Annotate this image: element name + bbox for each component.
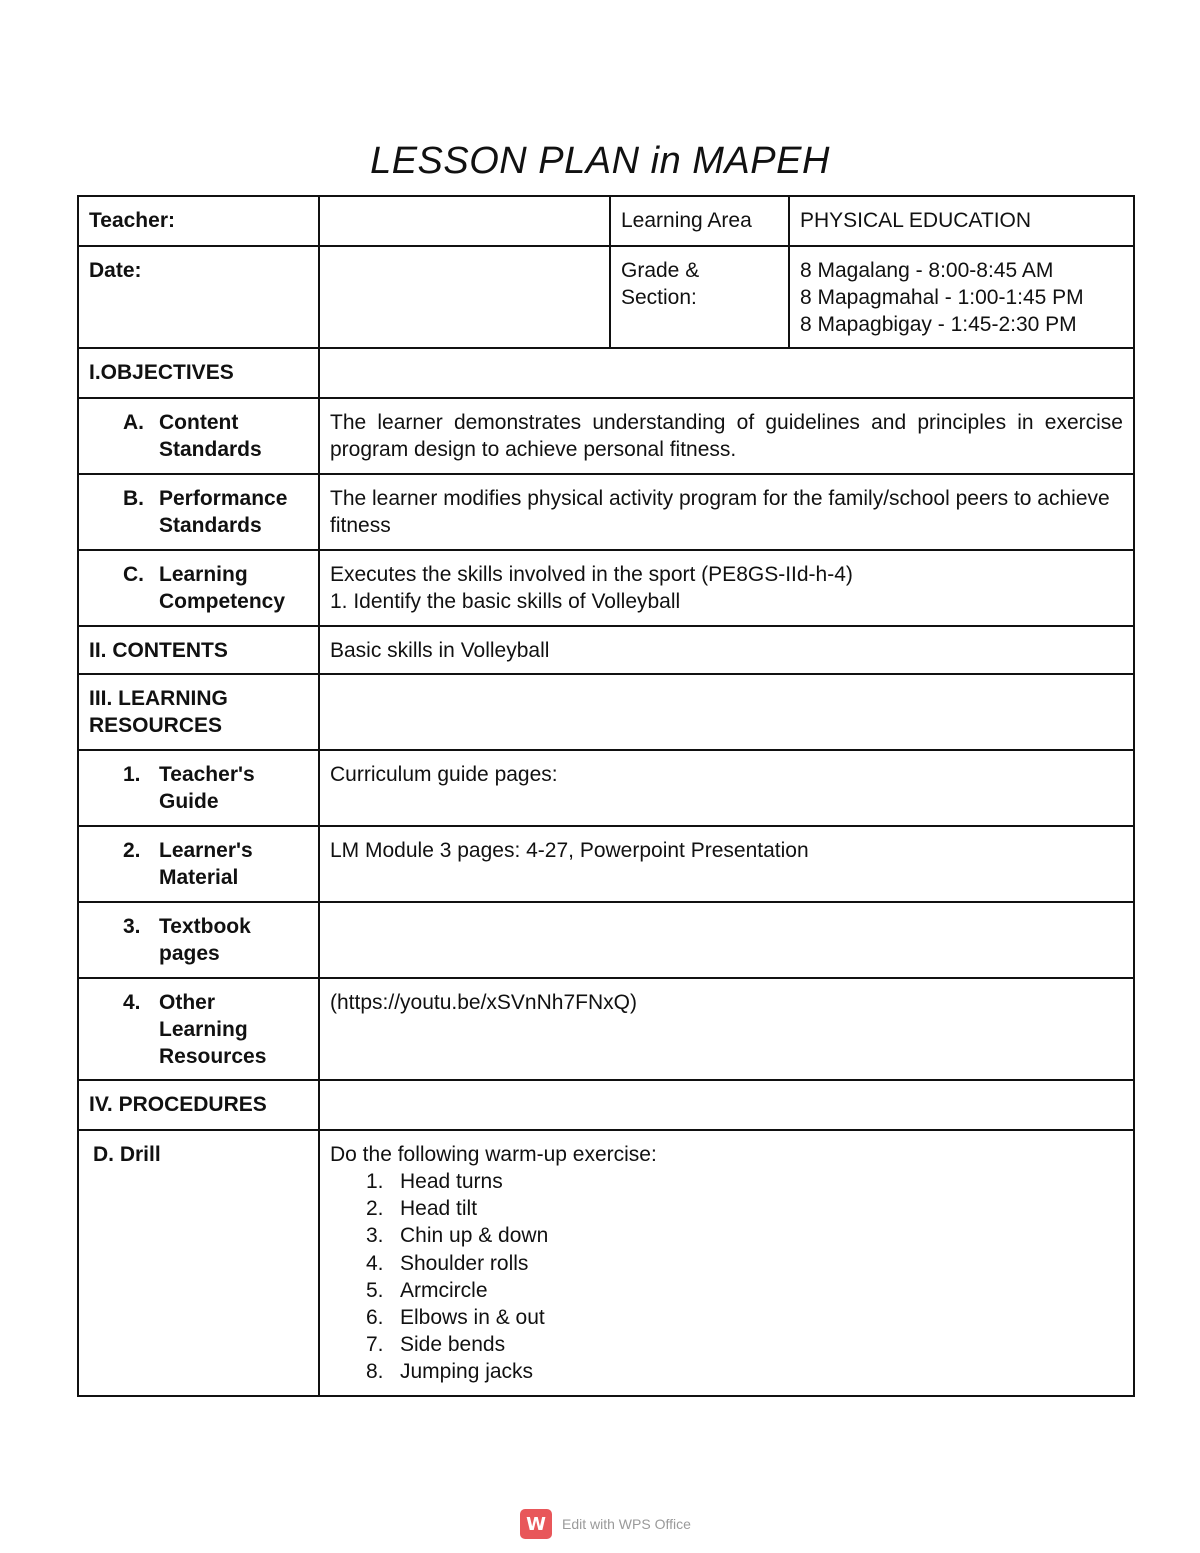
objectives-row: [78, 348, 1134, 398]
lesson-plan-table: [77, 195, 1135, 1397]
drill-intro: Do the following warm-up exercise:: [330, 1143, 657, 1166]
wps-footer-text: Edit with WPS Office: [562, 1516, 691, 1532]
procedures-heading: IV. PROCEDURES: [78, 1080, 319, 1130]
list-item: 8. Jumping jacks: [366, 1360, 534, 1384]
learners-material-row: [78, 826, 1134, 902]
textbook-label: Textbook pages: [159, 915, 251, 965]
learning-competency-label: Learning Competency: [159, 563, 286, 613]
item-marker: A.: [123, 411, 144, 434]
drill-row: [78, 1130, 1134, 1396]
objectives-heading: I.OBJECTIVES: [78, 348, 319, 398]
procedures-row: [78, 1080, 1134, 1130]
section-line: 8 Mapagmahal - 1:00-1:45 PM: [800, 286, 1084, 309]
textbook-text: [319, 902, 1134, 978]
contents-row: [78, 626, 1134, 674]
resources-heading: III. LEARNING RESOURCES: [78, 674, 319, 750]
competency-line: Executes the skills involved in the sport (PE8GS-IId-h-4): [330, 563, 853, 586]
teachers-guide-label-cell: [78, 750, 319, 826]
item-marker: 3.: [123, 915, 141, 938]
other-resources-label: Other Learning Resources: [159, 991, 267, 1068]
list-item: 5. Armcircle: [366, 1278, 488, 1302]
teacher-row: [78, 196, 1134, 246]
item-marker: 4.: [123, 991, 141, 1014]
textbook-label-cell: [78, 902, 319, 978]
other-resources-label-cell: [78, 978, 319, 1080]
date-value: [319, 246, 610, 348]
item-marker: 1.: [123, 763, 141, 786]
content-standards-text: The learner demonstrates understanding of guidelines and principles in exercise program design to achieve personal fitness.: [319, 398, 1134, 474]
document-title: LESSON PLAN in MAPEH: [370, 140, 830, 182]
wps-footer[interactable]: [520, 1509, 691, 1539]
resources-row: [78, 674, 1134, 750]
grade-section-label: Grade & Section:: [610, 246, 789, 348]
learning-area-value: PHYSICAL EDUCATION: [789, 196, 1134, 246]
teachers-guide-text: Curriculum guide pages:: [319, 750, 1134, 826]
learners-material-label: Learner's Material: [159, 839, 253, 889]
content-standards-label-cell: [78, 398, 319, 474]
other-resources-link[interactable]: (https://youtu.be/xSVnNh7FNxQ): [319, 978, 1134, 1080]
learning-competency-text: [319, 550, 1134, 626]
objectives-value: [319, 348, 1134, 398]
contents-heading: II. CONTENTS: [78, 626, 319, 674]
drill-label: D. Drill: [78, 1130, 319, 1396]
performance-standards-label-cell: [78, 474, 319, 550]
teacher-label: Teacher:: [78, 196, 319, 246]
other-resources-row: [78, 978, 1134, 1080]
procedures-value: [319, 1080, 1134, 1130]
learners-material-text: LM Module 3 pages: 4-27, Powerpoint Presentation: [319, 826, 1134, 902]
list-item: 3. Chin up & down: [366, 1224, 549, 1248]
list-item: 4. Shoulder rolls: [366, 1251, 529, 1275]
grade-section-value: [789, 246, 1134, 348]
item-marker: C.: [123, 563, 144, 586]
drill-content: [319, 1130, 1134, 1396]
teachers-guide-label: Teacher's Guide: [159, 763, 255, 813]
list-item: 1. Head turns: [366, 1170, 503, 1193]
content-standards-row: [78, 398, 1134, 474]
content-standards-label: Content Standards: [159, 411, 262, 461]
list-item: 7. Side bends: [366, 1333, 506, 1357]
performance-standards-row: [78, 474, 1134, 550]
teachers-guide-row: [78, 750, 1134, 826]
learning-area-label: Learning Area: [610, 196, 789, 246]
item-marker: 2.: [123, 839, 141, 862]
learners-material-label-cell: [78, 826, 319, 902]
section-line: 8 Magalang - 8:00-8:45 AM: [800, 259, 1054, 282]
contents-text: Basic skills in Volleyball: [319, 626, 1134, 674]
performance-standards-text: The learner modifies physical activity program for the family/school peers to achieve fitness: [319, 474, 1134, 550]
resources-value: [319, 674, 1134, 750]
list-item: 6. Elbows in & out: [366, 1306, 545, 1330]
learning-competency-row: [78, 550, 1134, 626]
learning-competency-label-cell: [78, 550, 319, 626]
wps-logo-icon: W: [520, 1509, 552, 1539]
teacher-value: [319, 196, 610, 246]
item-marker: B.: [123, 487, 144, 510]
drill-steps-list: [330, 1168, 1123, 1386]
textbook-row: [78, 902, 1134, 978]
section-line: 8 Mapagbigay - 1:45-2:30 PM: [800, 313, 1077, 336]
competency-line: 1. Identify the basic skills of Volleyball: [330, 590, 681, 613]
date-row: [78, 246, 1134, 348]
list-item: 2. Head tilt: [366, 1197, 478, 1221]
date-label: Date:: [78, 246, 319, 348]
performance-standards-label: Performance Standards: [159, 487, 288, 537]
